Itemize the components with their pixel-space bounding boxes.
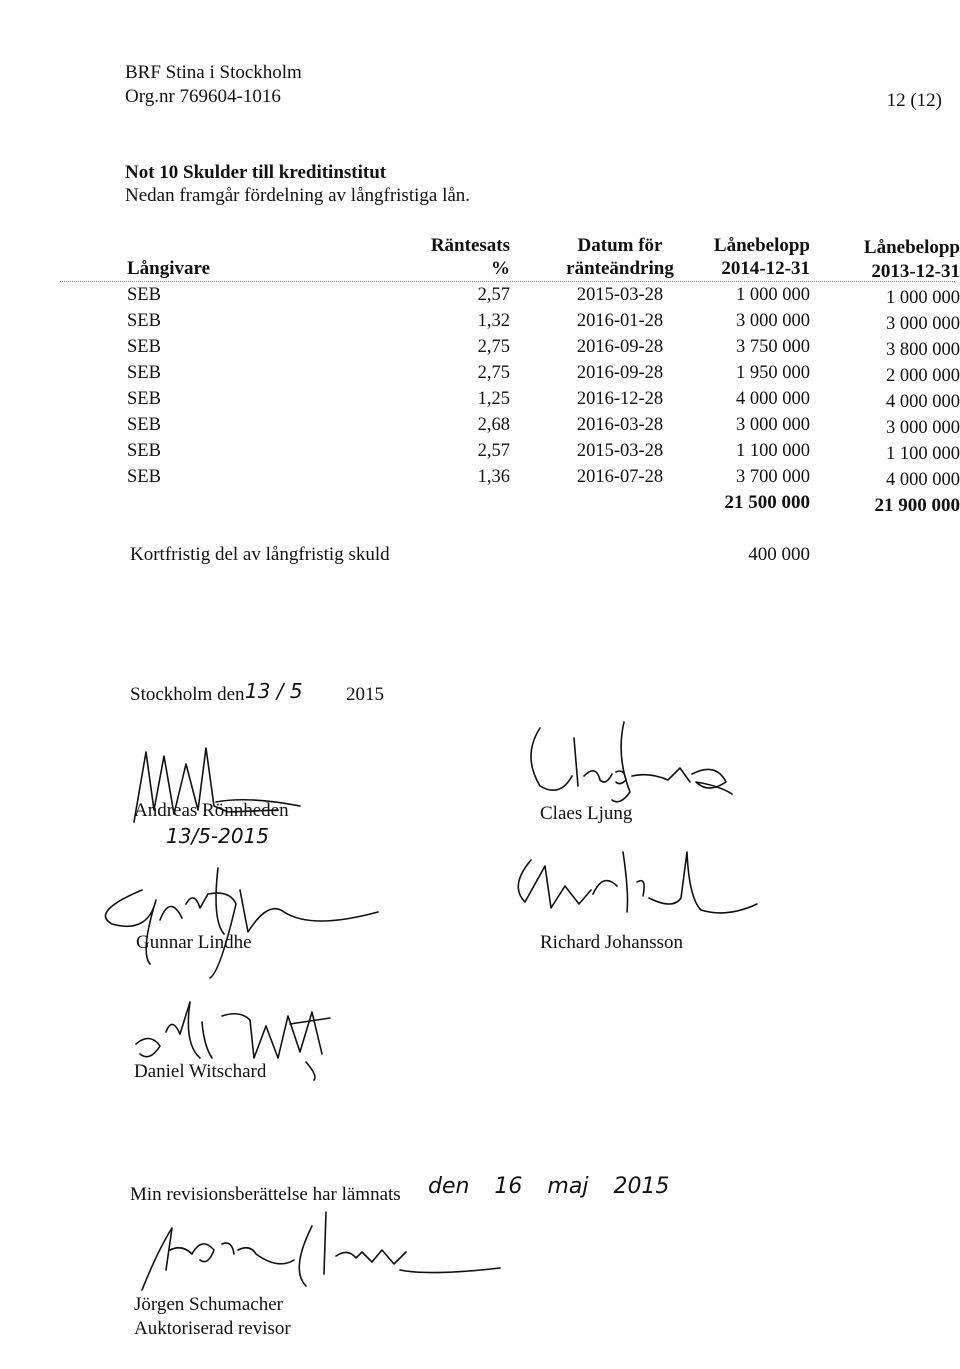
cell-date: 2016-03-28 <box>576 415 664 435</box>
table-row <box>0 362 960 386</box>
cell-date: 2015-03-28 <box>576 441 664 461</box>
note-title: Not 10 Skulder till kreditinstitut <box>125 162 387 183</box>
cell-rate: 2,75 <box>477 363 510 383</box>
total-2013: 21 900 000 <box>874 495 960 516</box>
cell-amount-2014: 3 700 000 <box>736 467 810 487</box>
signature-jorgen-schumacher <box>130 1210 510 1300</box>
header-lender: Långivare <box>127 258 211 279</box>
signatory-name: Andreas Rönnheden <box>134 800 289 821</box>
total-2014: 21 500 000 <box>724 492 810 513</box>
cell-date: 2016-01-28 <box>576 311 664 331</box>
cell-date: 2016-07-28 <box>576 467 664 487</box>
cell-lender: SEB <box>127 363 161 383</box>
signature-gunnar-lindhe <box>88 860 388 985</box>
cell-lender: SEB <box>127 285 161 305</box>
auditor-name: Jörgen Schumacher <box>134 1294 283 1315</box>
header-underline <box>60 281 955 282</box>
cell-amount-2013: 1 100 000 <box>886 444 960 464</box>
signatory-handwritten-date: 13/5-2015 <box>166 824 270 848</box>
cell-amount-2013: 1 000 000 <box>886 288 960 308</box>
cell-lender: SEB <box>127 415 161 435</box>
signatory-name: Gunnar Lindhe <box>136 932 252 953</box>
signing-date-handwritten: 13 / 5 <box>245 679 303 703</box>
cell-rate: 1,25 <box>477 389 510 409</box>
header-rate-line2: % <box>491 258 510 279</box>
signature-richard-johansson <box>505 846 765 936</box>
cell-amount-2014: 4 000 000 <box>736 389 810 409</box>
cell-amount-2013: 3 000 000 <box>886 314 960 334</box>
auditor-title: Auktoriserad revisor <box>134 1318 291 1339</box>
cell-lender: SEB <box>127 467 161 487</box>
table-row <box>0 388 960 412</box>
organization-number: Org.nr 769604-1016 <box>125 86 281 107</box>
note-subtitle: Nedan framgår fördelning av långfristiga lån. <box>125 185 471 206</box>
header-amount-2014-line1: Lånebelopp <box>713 235 810 256</box>
table-row <box>0 414 960 438</box>
cell-date: 2016-09-28 <box>576 363 664 383</box>
signing-place-label: Stockholm den <box>130 684 245 705</box>
cell-amount-2013: 4 000 000 <box>886 392 960 412</box>
table-row <box>0 466 960 490</box>
cell-amount-2013: 2 000 000 <box>886 366 960 386</box>
cell-amount-2014: 1 000 000 <box>736 285 810 305</box>
cell-rate: 2,75 <box>477 337 510 357</box>
signature-claes-ljung <box>520 716 740 808</box>
table-row <box>0 336 960 360</box>
audit-handwritten-date: den 16 maj 2015 <box>428 1174 670 1199</box>
cell-rate: 2,68 <box>477 415 510 435</box>
header-date-line1: Datum för <box>577 235 663 256</box>
cell-amount-2013: 3 800 000 <box>886 340 960 360</box>
header-amount-2013-line2: 2013-12-31 <box>871 261 960 282</box>
header-amount-2014-line2: 2014-12-31 <box>721 258 810 279</box>
cell-rate: 1,32 <box>477 311 510 331</box>
cell-date: 2016-12-28 <box>576 389 664 409</box>
cell-amount-2014: 3 000 000 <box>736 415 810 435</box>
cell-date: 2015-03-28 <box>576 285 664 305</box>
header-date-line2: ränteändring <box>566 258 674 279</box>
header-amount-2013-line1: Lånebelopp <box>863 237 960 258</box>
cell-amount-2014: 3 750 000 <box>736 337 810 357</box>
table-row <box>0 440 960 464</box>
table-row <box>0 310 960 334</box>
organization-name: BRF Stina i Stockholm <box>125 62 302 83</box>
signing-year: 2015 <box>346 684 384 705</box>
cell-rate: 2,57 <box>477 285 510 305</box>
signatory-name: Claes Ljung <box>540 803 633 824</box>
cell-lender: SEB <box>127 311 161 331</box>
cell-lender: SEB <box>127 389 161 409</box>
signatory-name: Daniel Witschard <box>134 1061 267 1082</box>
short-term-value: 400 000 <box>748 544 810 565</box>
cell-lender: SEB <box>127 337 161 357</box>
cell-amount-2014: 1 950 000 <box>736 363 810 383</box>
page-number: 12 (12) <box>886 90 942 111</box>
header-rate-line1: Räntesats <box>430 235 510 256</box>
cell-amount-2013: 4 000 000 <box>886 470 960 490</box>
signatory-name: Richard Johansson <box>540 932 684 953</box>
cell-amount-2014: 1 100 000 <box>736 441 810 461</box>
cell-date: 2016-09-28 <box>576 337 664 357</box>
cell-amount-2014: 3 000 000 <box>736 311 810 331</box>
cell-rate: 2,57 <box>477 441 510 461</box>
short-term-label: Kortfristig del av långfristig skuld <box>130 544 390 565</box>
table-row <box>0 284 960 308</box>
cell-lender: SEB <box>127 441 161 461</box>
cell-amount-2013: 3 000 000 <box>886 418 960 438</box>
audit-statement: Min revisionsberättelse har lämnats <box>130 1184 401 1205</box>
cell-rate: 1,36 <box>477 467 510 487</box>
